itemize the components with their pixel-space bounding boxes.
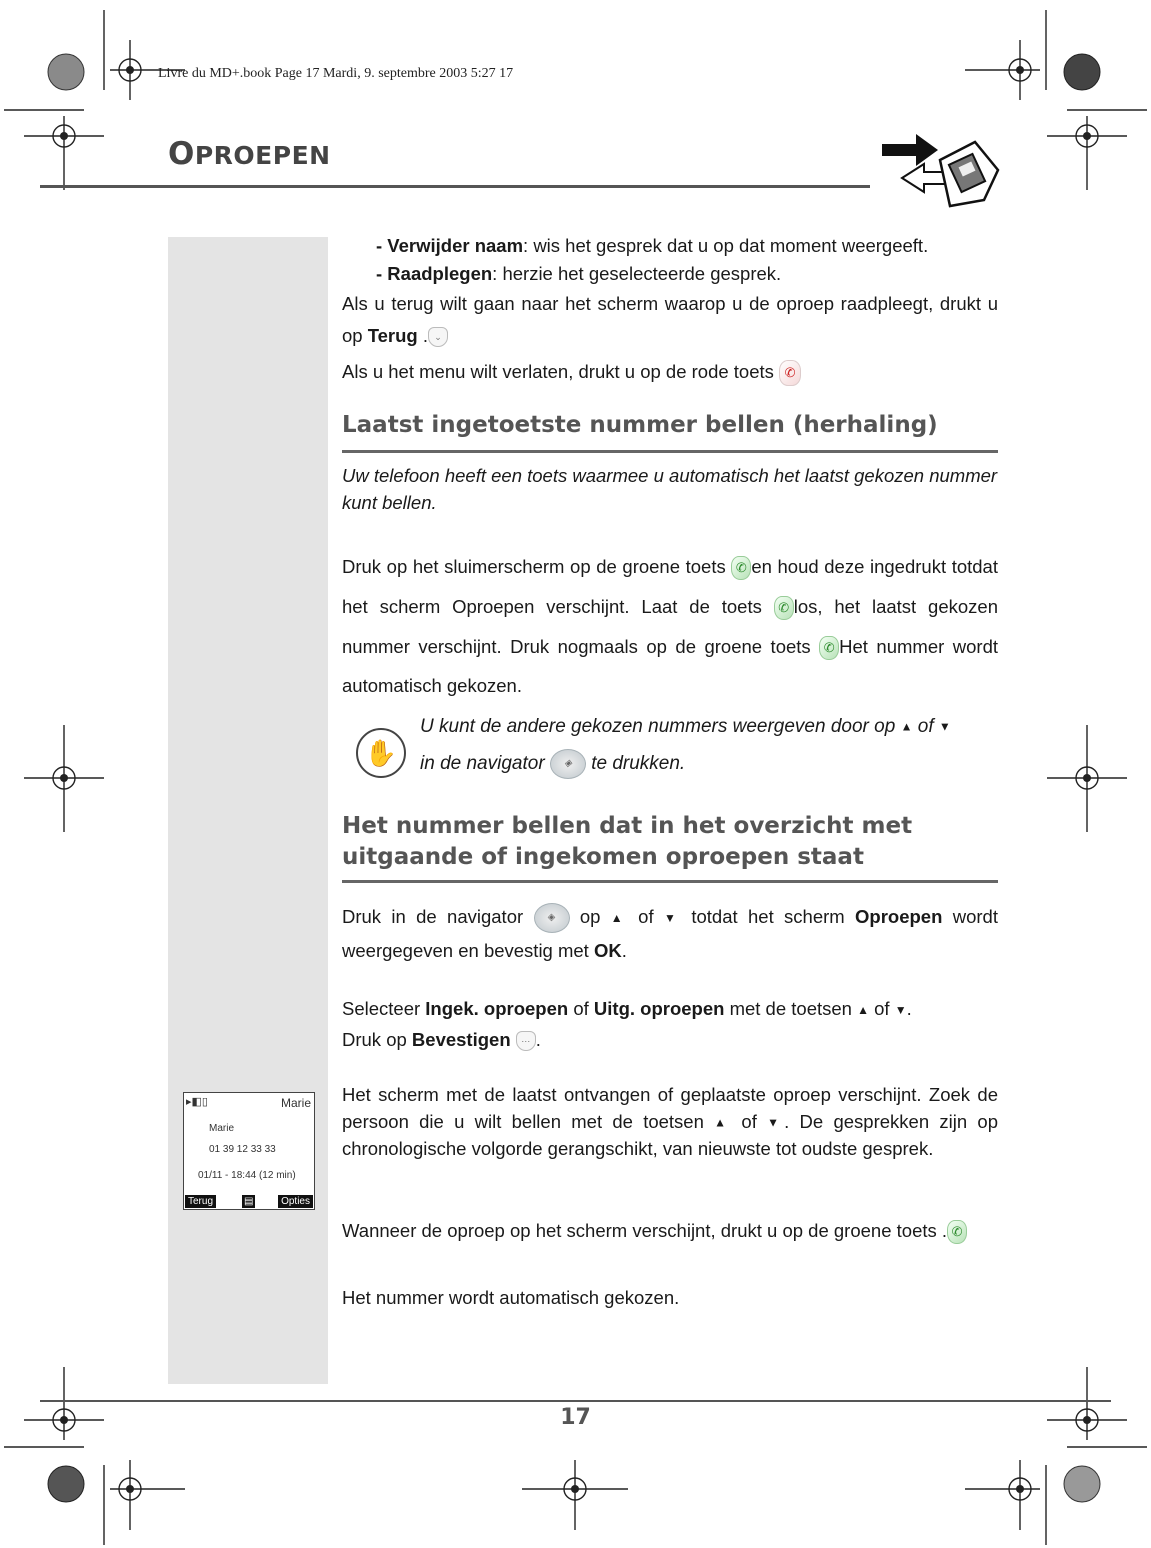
softkey-menu-icon: ▤ — [244, 1196, 254, 1207]
red-key-icon: ✆ — [779, 360, 801, 386]
down-arrow-icon: ▼ — [938, 719, 951, 734]
bullet-delete: - Verwijder naam: wis het gesprek dat u op dat moment weergeeft. — [376, 235, 929, 256]
softkey-icon: ⌄ — [428, 327, 448, 347]
navigator-instruction: Druk in de navigator ◈ op ▲ of ▼ totdat het scherm Oproepen wordt weergegeven en bevestig met OK. — [342, 900, 998, 968]
softkey-back: Terug — [185, 1195, 216, 1208]
heading-redial: Laatst ingetoetste nummer bellen (herhaling) — [342, 412, 938, 438]
footer-rule — [40, 1400, 1111, 1402]
screen-name: Marie — [209, 1123, 235, 1134]
heading-rule — [342, 450, 998, 453]
page-title: OPROEPEN — [168, 136, 331, 172]
up-arrow-icon: ▲ — [857, 1003, 869, 1018]
screen-contact-label: Marie — [280, 1096, 311, 1110]
down-arrow-icon: ▼ — [767, 1115, 785, 1130]
screen-time: 01/11 - 18:44 (12 min) — [198, 1170, 296, 1181]
redial-instructions: Druk op het sluimerscherm op de groene toets ✆ en houd deze ingedrukt totdat het scherm Oproepen verschijnt. Laat de toets ✆ los, het laatst gekozen nummer verschijnt. Druk nogmaals op de groene toets ✆ Het nummer wordt automatisch gekozen. — [342, 556, 999, 697]
status-icons: ▸◧▯ — [186, 1096, 208, 1108]
hand-note-icon: ✋ — [356, 728, 406, 778]
down-arrow-icon: ▼ — [663, 911, 682, 926]
back-instruction: Als u terug wilt gaan naar het scherm waarop u de oproep raadpleegt, drukt u op Terug . ⌄ — [342, 292, 998, 346]
intro-block — [342, 232, 998, 386]
page-number: 17 — [560, 1405, 591, 1430]
softkey-options: Opties — [278, 1195, 313, 1208]
phone-screen-illustration — [183, 1092, 315, 1210]
auto-dial-note: Het nummer wordt automatisch gekozen. — [342, 1287, 680, 1308]
note-text: U kunt de andere gekozen nummers weergeven door op ▲ of ▼ in de navigator ◈ te drukken. — [420, 708, 1000, 782]
exit-instruction: Als u het menu wilt verlaten, drukt u op de rode toets ✆ — [342, 358, 998, 386]
history-description: Het scherm met de laatst ontvangen of geplaatste oproep verschijnt. Zoek de persoon die u wilt bellen met de toetsen ▲ of ▼. De gesprekken zijn op chronologische volgorde gerangschikt, van nieuwste tot oudste gesprek. — [342, 1084, 998, 1159]
select-instruction: Selecteer Ingek. oproepen of Uitg. oproepen met de toetsen ▲ of ▼. Druk op Bevestigen ⋯ . — [342, 998, 912, 1051]
green-key-icon: ✆ — [819, 636, 839, 660]
green-key-icon: ✆ — [774, 596, 794, 620]
up-arrow-icon: ▲ — [714, 1115, 732, 1130]
heading-call-from-list: Het nummer bellen dat in het overzicht met uitgaande of ingekomen oproepen staat — [342, 813, 913, 871]
up-arrow-icon: ▲ — [610, 911, 628, 926]
navigator-icon: ◈ — [550, 749, 586, 779]
margin-sidebar — [168, 237, 328, 1384]
title-rule — [40, 185, 870, 188]
calls-section-icon — [880, 130, 1005, 210]
bullet-consult: - Raadplegen: herzie het geselecteerde gesprek. — [376, 262, 782, 284]
softkey-icon: ⋯ — [516, 1031, 536, 1051]
down-arrow-icon: ▼ — [894, 1003, 907, 1018]
green-key-icon: ✆ — [947, 1220, 967, 1244]
print-stamp: Livre du MD+.book Page 17 Mardi, 9. septembre 2003 5:27 17 — [158, 66, 514, 81]
screen-number: 01 39 12 33 33 — [209, 1144, 276, 1155]
navigator-icon: ◈ — [534, 903, 570, 933]
call-instruction: Wanneer de oproep op het scherm verschijnt, drukt u op de groene toets . ✆ — [342, 1214, 998, 1247]
redial-lead: Uw telefoon heeft een toets waarmee u automatisch het laatst gekozen nummer kunt bellen. — [342, 465, 998, 513]
heading-rule — [342, 880, 998, 883]
green-key-icon: ✆ — [731, 556, 751, 580]
up-arrow-icon: ▲ — [900, 719, 913, 734]
